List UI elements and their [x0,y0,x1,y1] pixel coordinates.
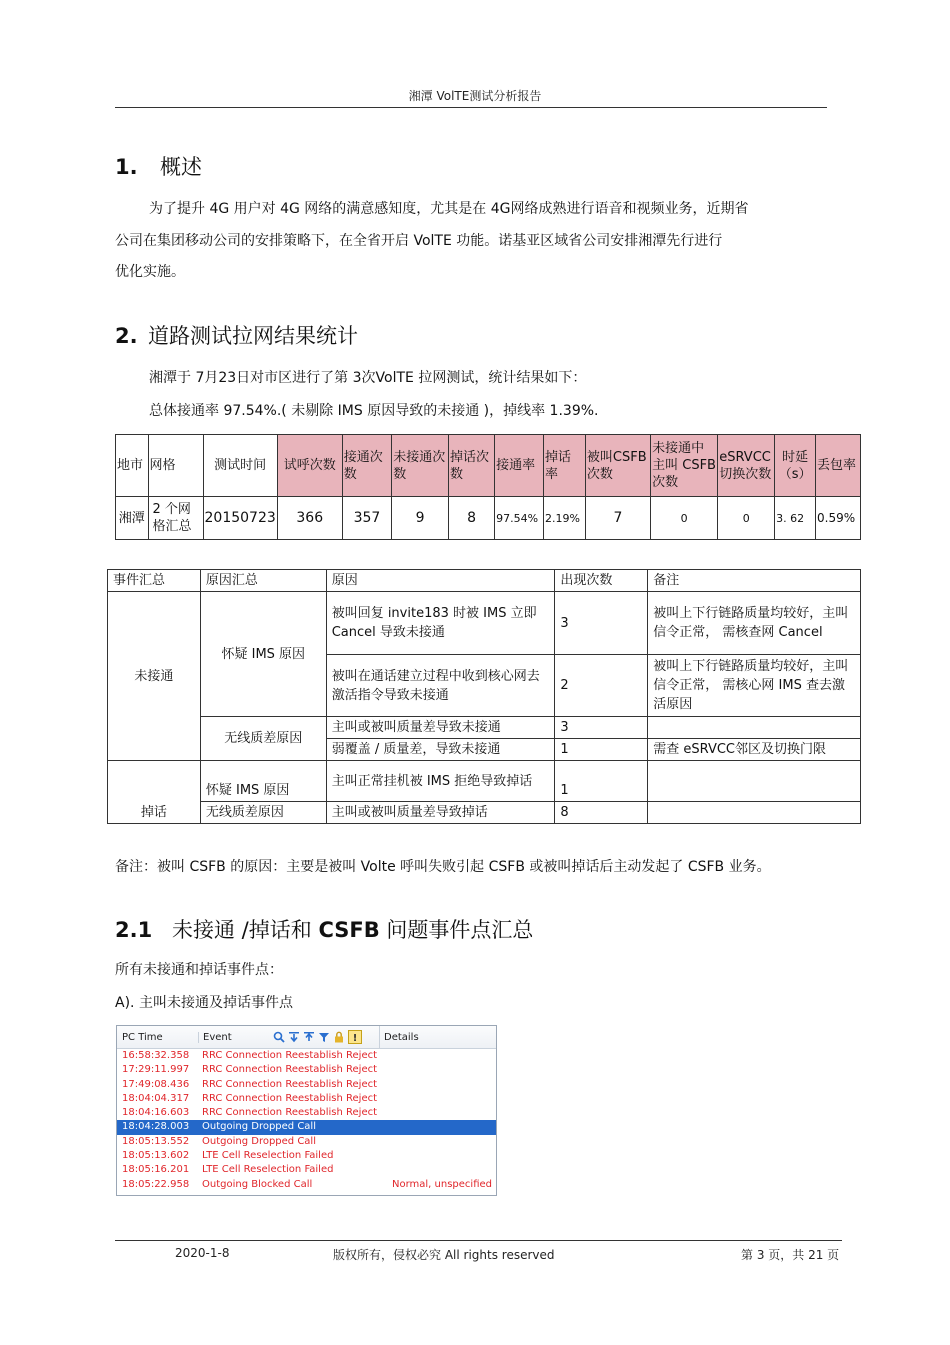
list-item[interactable] [117,1092,496,1106]
event-details [390,1049,392,1063]
td-test-time: 20150723 [203,497,277,540]
col-pc-time[interactable]: PC Time [117,1032,199,1043]
list-item[interactable] [117,1106,496,1120]
td-city: 湘潭 [116,497,149,540]
event-details [390,1120,392,1134]
th-latency: 时延（s） [775,435,816,497]
event-name: LTE Cell Reselection Failed [202,1150,334,1162]
footer-rights: 版权所有，侵权必究 All rights reserved [333,1248,555,1262]
event-time: 18:04:28.003 [122,1121,190,1133]
section-1-line-3: 优化实施。 [115,264,185,280]
event-time: 17:49:08.436 [122,1078,190,1090]
stats-table-header-row [116,435,861,497]
event-list-rows [117,1049,496,1192]
event-name: RRC Connection Reestablish Reject [202,1064,378,1076]
list-item[interactable] [117,1135,496,1149]
table-row [108,802,861,824]
section-2-heading [115,320,358,350]
count-cell: 8 [555,802,648,824]
event-details [390,1078,392,1092]
cause-cell: 主叫或被叫质量差导致掉话 [326,802,555,824]
toolbar-icons [273,1026,380,1048]
event-details [390,1106,392,1120]
svg-text:!: ! [352,1033,358,1044]
filter-icon[interactable] [318,1031,330,1043]
table-row [108,761,861,802]
th-test-time: 测试时间 [203,435,277,497]
note-cell [648,761,861,802]
search-icon[interactable] [273,1031,285,1043]
event-details [390,1163,392,1177]
event-summary-table [107,569,861,824]
td-latency: 3. 62 [775,497,816,540]
event-time: 18:05:16.201 [122,1164,190,1176]
event-name: Outgoing Dropped Call [202,1121,316,1133]
td-drop-rate: 2.19% [544,497,586,540]
list-item[interactable] [117,1178,496,1192]
list-item[interactable] [117,1163,496,1177]
event-time: 18:04:16.603 [122,1107,190,1119]
section-1-line-2: 公司在集团移动公司的安排策略下，在全省开启 VolTE 功能。诺基亚区域省公司安排湘潭先行进行 [115,233,723,249]
event-time: 17:29:11.997 [122,1064,190,1076]
th-count: 出现次数 [555,570,648,592]
th-drop-rate: 掉话率 [544,435,586,497]
page-header-title: 湘潭 VolTE测试分析报告 [408,89,542,103]
footer-page: 第 3 页，共 21 页 [741,1248,840,1262]
td-grid: 2 个网格汇总 [148,497,203,540]
col-details[interactable]: Details [384,1031,419,1043]
event-details [390,1092,392,1106]
th-mo-csfb: 未接通中主叫 CSFB次数 [651,435,718,497]
cause-cell: 弱覆盖 / 质量差，导致未接通 [326,739,555,761]
cause-cell: 被叫回复 invite183 时被 IMS 立即 Cancel 导致未接通 [326,592,555,655]
footer-rule [115,1240,842,1241]
cause-cell: 主叫正常挂机被 IMS 拒绝导致掉话 [326,761,555,802]
col-event[interactable]: Event [203,1031,232,1043]
list-item[interactable] [117,1120,496,1134]
event-details [390,1135,392,1149]
count-cell: 3 [555,592,648,655]
event-name: Outgoing Dropped Call [202,1135,316,1147]
event-table-header-row [108,570,861,592]
event-no-connect: 未接通 [108,592,201,761]
note-cell [648,802,861,824]
header-rule [115,107,827,108]
list-item[interactable] [117,1149,496,1163]
td-connects: 357 [342,497,391,540]
th-esrvcc: eSRVCC切换次数 [718,435,775,497]
th-grid: 网格 [148,435,203,497]
td-mo-csfb: 0 [651,497,718,540]
th-connects: 接通次数 [342,435,391,497]
note-cell [648,717,861,739]
note-cell: 需查 eSRVCC邻区及切换门限 [648,739,861,761]
event-time: 18:05:22.958 [122,1178,190,1190]
th-note: 备注 [648,570,861,592]
section-2-1-title-a: 未接通 /掉话和 [172,918,319,942]
event-name: RRC Connection Reestablish Reject [202,1078,378,1090]
section-2-line-2: 总体接通率 97.54%.( 未剔除 IMS 原因导致的未接通 )，掉线率 1.39%. [149,403,599,419]
footer-date: 2020-1-8 [175,1246,230,1260]
warning-icon[interactable] [348,1030,362,1044]
event-name: Outgoing Blocked Call [202,1178,313,1190]
table-row [108,592,861,655]
note-cell: 被叫上下行链路质量均较好，主叫信令正常， 需核查网 Cancel [648,592,861,655]
category-radio: 无线质差原因 [200,717,326,761]
th-event: 事件汇总 [108,570,201,592]
lock-icon[interactable] [333,1031,345,1043]
event-drop: 掉话 [108,761,201,824]
count-cell: 3 [555,717,648,739]
event-time: 18:05:13.552 [122,1135,190,1147]
section-2-number: 2. [115,324,138,348]
event-time: 18:04:04.317 [122,1092,190,1104]
section-2-1-para-2: A). 主叫未接通及掉话事件点 [115,995,293,1011]
event-time: 18:05:13.602 [122,1150,190,1162]
td-esrvcc: 0 [718,497,775,540]
cause-cell: 被叫在通话建立过程中收到核心网去激活指令导致未接通 [326,655,555,717]
list-item[interactable] [117,1063,496,1077]
th-cause: 原因 [326,570,555,592]
section-2-1-number: 2.1 [115,918,153,942]
arrow-down-icon[interactable] [288,1031,300,1043]
section-2-1-title-b: CSFB [318,918,380,942]
category-ims: 怀疑 IMS 原因 [200,592,326,717]
th-connect-rate: 接通率 [495,435,544,497]
section-1-number: 1. [115,155,138,179]
list-item[interactable] [117,1078,496,1092]
table-row [108,717,861,739]
td-packet-loss: 0.59% [816,497,861,540]
category-radio-drop: 无线质差原因 [200,802,326,824]
category-ims-drop: 怀疑 IMS 原因 [200,761,326,802]
section-2-title: 道路测试拉网结果统计 [148,324,358,348]
section-1-heading [115,151,202,181]
th-packet-loss: 丢包率 [816,435,861,497]
count-cell: 1 [555,739,648,761]
section-1-title: 概述 [160,155,202,179]
count-cell: 1 [555,761,648,802]
csfb-note: 备注：被叫 CSFB 的原因：主要是被叫 Volte 呼叫失败引起 CSFB 或被叫掉话后主动发起了 CSFB 业务。 [115,859,771,875]
event-details: Normal, unspecified [392,1178,492,1190]
event-name: RRC Connection Reestablish Reject [202,1092,378,1104]
event-name: LTE Cell Reselection Failed [202,1164,334,1176]
arrow-up-icon[interactable] [303,1031,315,1043]
list-item[interactable] [117,1049,496,1063]
event-details [390,1149,392,1163]
th-failed: 未接通次数 [392,435,449,497]
count-cell: 2 [555,655,648,717]
event-details [390,1063,392,1077]
stats-table [115,434,861,540]
td-failed: 9 [392,497,449,540]
event-list-header [117,1026,496,1049]
th-mt-csfb: 被叫CSFB次数 [585,435,650,497]
th-city: 地市 [116,435,149,497]
event-name: RRC Connection Reestablish Reject [202,1050,378,1061]
td-connect-rate: 97.54% [495,497,544,540]
section-2-line-1: 湘潭于 7月23日对市区进行了第 3次VolTE 拉网测试，统计结果如下： [149,370,587,386]
td-mt-csfb: 7 [585,497,650,540]
td-call-attempts: 366 [277,497,342,540]
stats-table-row [116,497,861,540]
section-2-1-para-1: 所有未接通和掉话事件点： [115,962,283,978]
event-list-screenshot [116,1025,497,1196]
note-cell: 被叫上下行链路质量均较好，主叫信令正常， 需核心网 IMS 查去激活原因 [648,655,861,717]
section-2-1-title-c: 问题事件点汇总 [379,918,534,942]
event-time: 16:58:32.358 [122,1050,190,1061]
th-drops: 掉话次数 [449,435,495,497]
event-name: RRC Connection Reestablish Reject [202,1107,378,1119]
td-drops: 8 [449,497,495,540]
cause-cell: 主叫或被叫质量差导致未接通 [326,717,555,739]
section-2-1-heading [115,914,533,944]
section-1-line-1: 为了提升 4G 用户对 4G 网络的满意感知度，尤其是在 4G网络成熟进行语音和视频业务，近期省 [149,201,749,217]
th-call-attempts: 试呼次数 [277,435,342,497]
th-category: 原因汇总 [200,570,326,592]
